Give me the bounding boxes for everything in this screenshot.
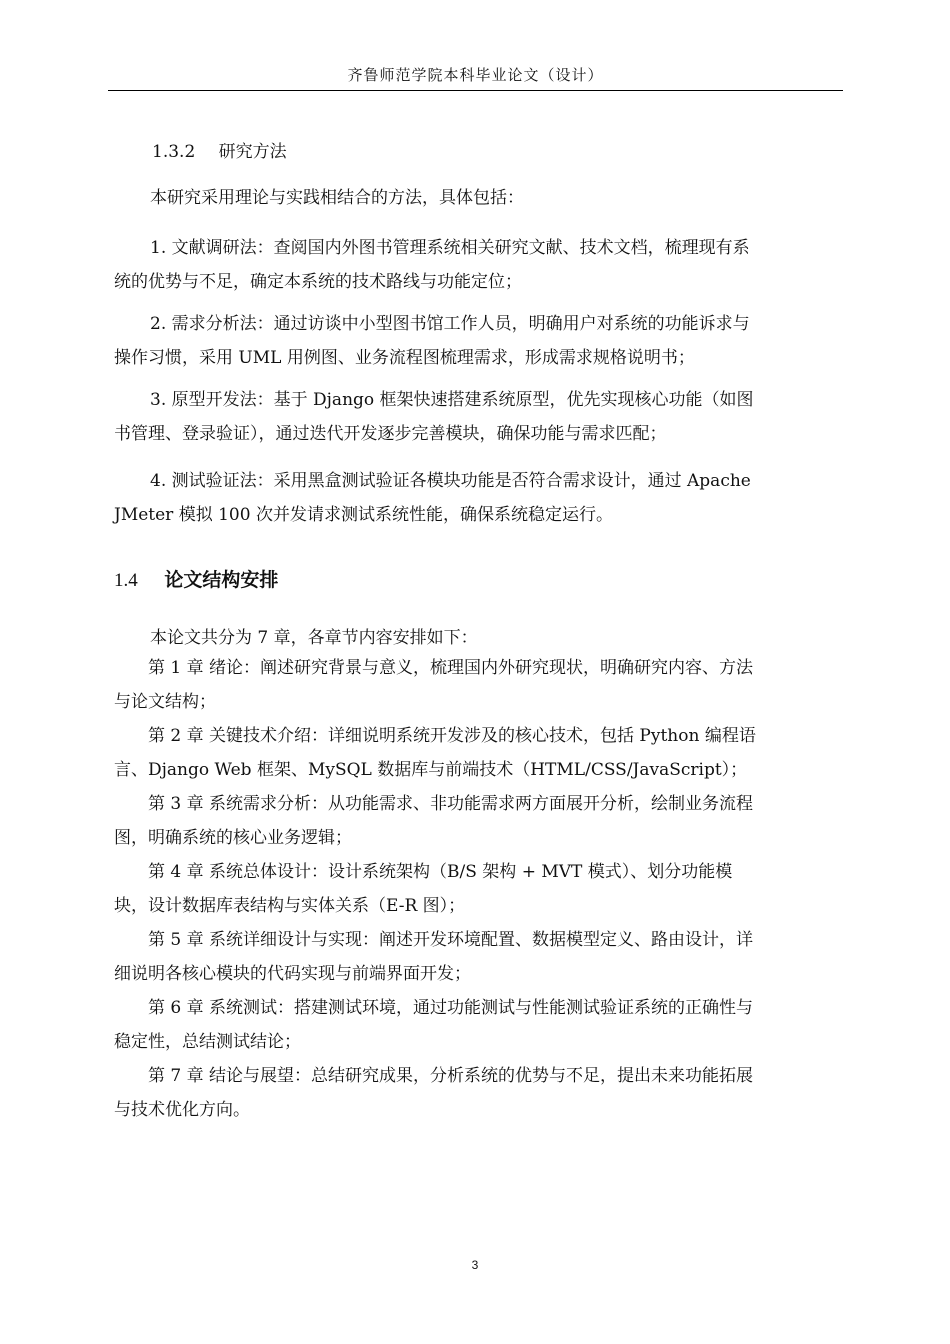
structure-intro: 本论文共分为 7 章，各章节内容安排如下： xyxy=(150,628,478,648)
section-title: 论文结构安排 xyxy=(164,569,279,591)
chapter-4-line-2: 块，设计数据库表结构与实体关系（E-R 图）； xyxy=(114,896,466,916)
subsection-number: 1.3.2 xyxy=(152,142,196,162)
page-number: 3 xyxy=(471,1258,479,1272)
method-item-2 xyxy=(114,307,836,375)
chapter-7-line-1: 第 7 章 结论与展望：总结研究成果，分析系统的优势与不足，提出未来功能拓展 xyxy=(148,1066,754,1086)
method-item-1 xyxy=(114,231,836,299)
methods-intro: 本研究采用理论与实践相结合的方法，具体包括： xyxy=(150,188,524,208)
section-number: 1.4 xyxy=(114,570,138,591)
chapter-item-5 xyxy=(114,923,836,991)
subsection-heading xyxy=(152,137,287,162)
chapter-item-2 xyxy=(114,719,836,787)
chapter-5-line-1: 第 5 章 系统详细设计与实现：阐述开发环境配置、数据模型定义、路由设计，详 xyxy=(148,930,754,950)
chapter-6-line-2: 稳定性，总结测试结论； xyxy=(114,1032,301,1052)
section-heading xyxy=(114,565,278,592)
chapter-5-line-2: 细说明各核心模块的代码实现与前端界面开发； xyxy=(114,964,471,984)
method-4-line-2: JMeter 模拟 100 次并发请求测试系统性能，确保系统稳定运行。 xyxy=(114,505,613,525)
chapter-list xyxy=(114,651,836,1127)
subsection-title: 研究方法 xyxy=(218,142,287,162)
chapter-2-line-2: 言、Django Web 框架、MySQL 数据库与前端技术（HTML/CSS/JavaScript）； xyxy=(114,760,748,780)
method-1-line-2: 统的优势与不足，确定本系统的技术路线与功能定位； xyxy=(114,272,522,292)
method-3-line-1: 3. 原型开发法：基于 Django 框架快速搭建系统原型，优先实现核心功能（如图 xyxy=(150,390,754,410)
chapter-7-line-2: 与技术优化方向。 xyxy=(114,1100,250,1120)
chapter-4-line-1: 第 4 章 系统总体设计：设计系统架构（B/S 架构 + MVT 模式）、划分功能模 xyxy=(148,862,733,882)
chapter-3-line-2: 图，明确系统的核心业务逻辑； xyxy=(114,828,352,848)
chapter-2-line-1: 第 2 章 关键技术介绍：详细说明系统开发涉及的核心技术，包括 Python 编程语 xyxy=(148,726,756,746)
chapter-1-line-1: 第 1 章 绪论：阐述研究背景与意义，梳理国内外研究现状，明确研究内容、方法 xyxy=(148,658,754,678)
method-1-line-1: 1. 文献调研法：查阅国内外图书管理系统相关研究文献、技术文档，梳理现有系 xyxy=(150,238,750,258)
method-item-3 xyxy=(114,383,836,451)
chapter-item-3 xyxy=(114,787,836,855)
chapter-item-6 xyxy=(114,991,836,1059)
method-4-line-1: 4. 测试验证法：采用黑盒测试验证各模块功能是否符合需求设计，通过 Apache xyxy=(150,471,751,491)
page-header: 齐鲁师范学院本科毕业论文（设计） xyxy=(108,62,843,91)
method-2-line-1: 2. 需求分析法：通过访谈中小型图书馆工作人员，明确用户对系统的功能诉求与 xyxy=(150,314,750,334)
chapter-item-4 xyxy=(114,855,836,923)
method-3-line-2: 书管理、登录验证），通过迭代开发逐步完善模块，确保功能与需求匹配； xyxy=(114,424,667,444)
chapter-item-7 xyxy=(114,1059,836,1127)
chapter-1-line-2: 与论文结构； xyxy=(114,692,216,712)
chapter-3-line-1: 第 3 章 系统需求分析：从功能需求、非功能需求两方面展开分析，绘制业务流程 xyxy=(148,794,754,814)
chapter-item-1 xyxy=(114,651,836,719)
method-item-4 xyxy=(114,464,836,532)
method-2-line-2: 操作习惯，采用 UML 用例图、业务流程图梳理需求，形成需求规格说明书； xyxy=(114,348,695,368)
chapter-6-line-1: 第 6 章 系统测试：搭建测试环境，通过功能测试与性能测试验证系统的正确性与 xyxy=(148,998,754,1018)
